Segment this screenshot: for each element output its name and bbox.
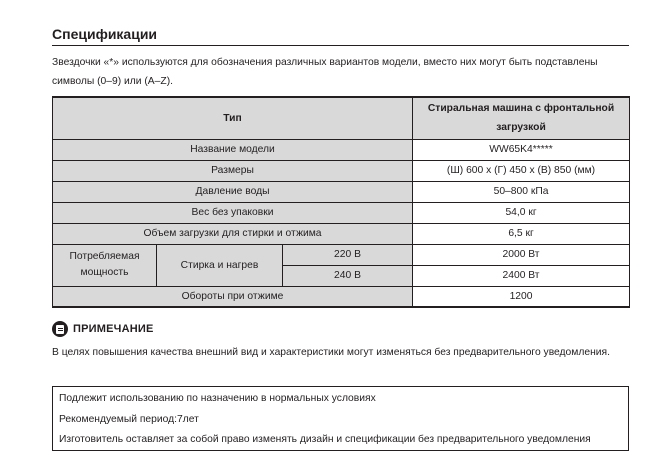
header-type: Тип <box>53 97 413 139</box>
row-value-pressure: 50–800 кПа <box>413 181 630 202</box>
row-label-model: Название модели <box>53 139 413 160</box>
info-line-period: Рекомендуемый период:7лет <box>59 413 199 425</box>
table-row <box>53 160 630 181</box>
intro-text: Звездочки «*» используются для обозначения различных вариантов модели, вместо них могут быть подставлены символы (0–9) или (A–Z). <box>52 57 598 87</box>
row-label-voltage-240: 240 В <box>283 265 413 286</box>
row-label-power-mode: Стирка и нагрев <box>157 244 283 286</box>
row-label-pressure: Давление воды <box>53 181 413 202</box>
row-value-capacity: 6,5 кг <box>413 223 630 244</box>
note-icon <box>52 321 68 337</box>
table-header-row <box>53 97 630 139</box>
info-box <box>52 386 629 451</box>
row-value-weight: 54,0 кг <box>413 202 630 223</box>
row-value-spin: 1200 <box>413 286 630 307</box>
row-label-weight: Вес без упаковки <box>53 202 413 223</box>
table-row <box>53 286 630 307</box>
section-title: Спецификации <box>52 26 158 42</box>
info-line-usage: Подлежит использованию по назначению в нормальных условиях <box>59 393 376 404</box>
spec-table <box>52 96 630 308</box>
row-label-voltage-220: 220 В <box>283 244 413 265</box>
note-text: В целях повышения качества внешний вид и характеристики могут изменяться без предварительного уведомления. <box>52 347 610 358</box>
table-row <box>53 223 630 244</box>
table-row <box>53 202 630 223</box>
table-row <box>53 139 630 160</box>
row-value-power-240: 2400 Вт <box>413 265 630 286</box>
table-row <box>53 181 630 202</box>
note-heading <box>52 320 154 338</box>
title-divider <box>52 45 629 46</box>
row-value-model: WW65K4***** <box>413 139 630 160</box>
table-row <box>53 244 630 265</box>
row-label-spin: Обороты при отжиме <box>53 286 413 307</box>
row-value-power-220: 2000 Вт <box>413 244 630 265</box>
row-label-capacity: Объем загрузки для стирки и отжима <box>53 223 413 244</box>
row-label-power: Потребляемая мощность <box>53 244 157 286</box>
row-value-dimensions: (Ш) 600 x (Г) 450 x (В) 850 (мм) <box>413 160 630 181</box>
row-label-dimensions: Размеры <box>53 160 413 181</box>
header-product: Стиральная машина с фронтальной загрузкой <box>413 97 630 139</box>
note-label: ПРИМЕЧАНИЕ <box>73 323 154 335</box>
info-line-disclaimer: Изготовитель оставляет за собой право изменять дизайн и спецификации без предварительного уведомления <box>59 434 591 445</box>
